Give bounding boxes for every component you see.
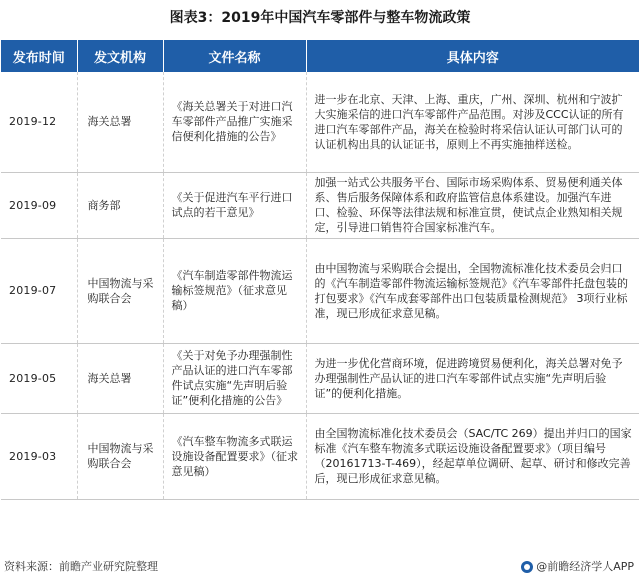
table-row: [1, 343, 639, 413]
page-title: 图表3：2019年中国汽车零部件与整车物流政策: [169, 10, 471, 26]
cell-content: 由全国物流标准化技术委员会（SAC/TC 269）提出并归口的国家标准《汽车整车物流多式联运设施设备配置要求》（项目编号（20161713-T-469），经起草单位调研、起草、研讨和修改完善后，现已形成征求意见稿。: [314, 427, 632, 485]
cell-date: 2019-03: [1, 413, 77, 499]
table-row: [1, 72, 639, 172]
cell-doc: 《关于促进汽车平行进口试点的若干意见》: [163, 172, 306, 238]
header-date: 发布时间: [1, 40, 77, 72]
table-header: [1, 40, 639, 72]
table-row: [1, 413, 639, 499]
cell-org: 中国物流与采购联合会: [77, 413, 163, 499]
cell-date: 2019-09: [1, 172, 77, 238]
cell-org: 海关总署: [77, 343, 163, 413]
cell-date: 2019-05: [1, 343, 77, 413]
table-row: [1, 238, 639, 343]
cell-doc: 《海关总署关于对进口汽车零部件产品推广实施采信便利化措施的公告》: [163, 72, 306, 172]
cell-content: 加强一站式公共服务平台、国际市场采购体系、贸易便利通关体系、售后服务保障体系和政府监管信息体系建设。加强汽车进口、检验、环保等法律法规和标准宣贯，使试点企业熟知相关规定，引导进口销售符合国家标准汽车。: [314, 176, 623, 234]
source-note: 资料来源：前瞻产业研究院整理: [4, 560, 158, 573]
header-content: 具体内容: [306, 40, 639, 72]
table-row: [1, 172, 639, 238]
cell-content: 由中国物流与采购联合会提出，全国物流标准化技术委员会归口的《汽车制造零部件物流运输标签规范》《汽车零部件托盘包装的打包要求》《汽车成套零部件出口包装质量检测规范》 3项行业标准，现已形成征求意见稿。: [314, 261, 628, 320]
footer: [0, 556, 640, 578]
cell-org: 中国物流与采购联合会: [77, 238, 163, 343]
policy-table-container: [1, 40, 639, 500]
header-org: 发文机构: [77, 40, 163, 72]
cell-content: 为进一步优化营商环境，促进跨境贸易便利化，海关总署对免予办理强制性产品认证的进口汽车零部件试点实施“先声明后验证”的便利化措施。: [314, 356, 623, 400]
cell-content: 进一步在北京、天津、上海、重庆，广州、深圳、杭州和宁波扩大实施采信的进口汽车零部件产品范围。对涉及CCC认证的所有进口汽车零部件产品，海关在检验时将采信认证认可部门认可的认证机构出具的认证证书，原则上不再实施抽样送检。: [314, 92, 624, 151]
cell-doc: 《关于对免予办理强制性产品认证的进口汽车零部件试点实施“先声明后验证”便利化措施的公告》: [163, 343, 306, 413]
cell-date: 2019-12: [1, 72, 77, 172]
cell-doc: 《汽车制造零部件物流运输标签规范》（征求意见稿）: [163, 238, 306, 343]
cell-org: 海关总署: [77, 72, 163, 172]
cell-doc: 《汽车整车物流多式联运设施设备配置要求》（征求意见稿）: [163, 413, 306, 499]
policy-table: [1, 40, 639, 500]
brand-credit: [521, 556, 634, 578]
cell-date: 2019-07: [1, 238, 77, 343]
cell-org: 商务部: [77, 172, 163, 238]
brand-label: @前瞻经济学人APP: [536, 560, 634, 573]
brand-logo-icon: [521, 561, 533, 573]
header-doc: 文件名称: [163, 40, 306, 72]
